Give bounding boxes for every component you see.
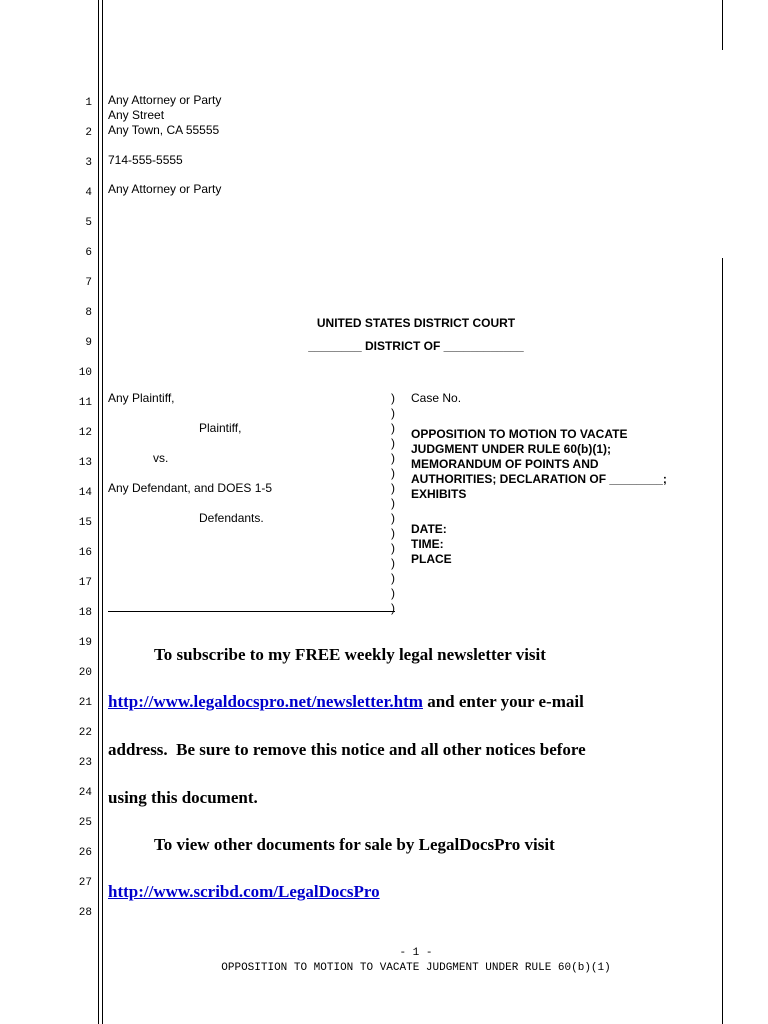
line-number: 7 — [85, 277, 92, 289]
court-name: UNITED STATES DISTRICT COURT — [316, 316, 516, 330]
notice-line-using: using this document. — [108, 788, 258, 807]
line-number: 6 — [85, 247, 92, 259]
scribd-link[interactable]: http://www.scribd.com/LegalDocsPro — [108, 882, 380, 901]
line-number: 25 — [78, 817, 92, 829]
line-number: 14 — [78, 487, 92, 499]
line-number: 11 — [78, 397, 92, 409]
defendant-role: Defendants. — [199, 511, 264, 525]
page-number: - 1 - — [399, 947, 433, 959]
document-title-line: MEMORANDUM OF POINTS AND — [411, 457, 599, 471]
line-number: 18 — [78, 607, 92, 619]
court-district: ________ DISTRICT OF ____________ — [308, 339, 524, 353]
case-number-label: Case No. — [411, 391, 462, 405]
notice-line-other-docs: To view other documents for sale by LegalDocsPro visit — [154, 835, 555, 854]
line-number: 1 — [85, 97, 92, 109]
margin-rule-right — [722, 258, 723, 1024]
notice-line-scribd — [108, 882, 380, 902]
attorney-name: Any Attorney or Party — [108, 93, 222, 107]
line-number: 10 — [78, 367, 92, 379]
hearing-date-label: DATE: — [411, 522, 447, 536]
document-title-line: OPPOSITION TO MOTION TO VACATE — [411, 427, 628, 441]
attorney-street: Any Street — [108, 108, 165, 122]
line-number: 19 — [78, 637, 92, 649]
line-number: 17 — [78, 577, 92, 589]
attorney-city: Any Town, CA 55555 — [108, 123, 220, 137]
line-number: 2 — [85, 127, 92, 139]
margin-rule-left-outer — [98, 0, 99, 1024]
line-number: 16 — [78, 547, 92, 559]
footer-title: OPPOSITION TO MOTION TO VACATE JUDGMENT UNDER RULE 60(b)(1) — [221, 962, 611, 974]
line-number: 5 — [85, 217, 92, 229]
notice-line-link — [108, 692, 584, 712]
line-number: 9 — [85, 337, 92, 349]
line-number: 20 — [78, 667, 92, 679]
margin-rule-right-top — [722, 0, 723, 50]
notice-line-remove: address. Be sure to remove this notice and all other notices before — [108, 740, 586, 759]
line-number: 22 — [78, 727, 92, 739]
attorney-phone: 714-555-5555 — [108, 153, 183, 167]
line-number: 21 — [78, 697, 92, 709]
document-title-line: EXHIBITS — [411, 487, 467, 501]
notice-line-subscribe: To subscribe to my FREE weekly legal newsletter visit — [154, 645, 546, 664]
line-number: 13 — [78, 457, 92, 469]
attorney-for: Any Attorney or Party — [108, 182, 222, 196]
line-number: 15 — [78, 517, 92, 529]
document-title-line: AUTHORITIES; DECLARATION OF ________; — [411, 472, 667, 486]
line-number: 23 — [78, 757, 92, 769]
line-number: 26 — [78, 847, 92, 859]
line-number: 24 — [78, 787, 92, 799]
line-number: 28 — [78, 907, 92, 919]
caption-underline — [108, 611, 395, 612]
defendant-name: Any Defendant, and DOES 1-5 — [108, 481, 273, 495]
notice-line-email: and enter your e-mail — [422, 692, 584, 711]
line-number: 4 — [85, 187, 92, 199]
versus: vs. — [153, 451, 169, 465]
plaintiff-role: Plaintiff, — [199, 421, 242, 435]
margin-rule-left-inner — [102, 0, 103, 1024]
line-number: 12 — [78, 427, 92, 439]
document-title-line: JUDGMENT UNDER RULE 60(b)(1); — [411, 442, 612, 456]
newsletter-link[interactable]: http://www.legaldocspro.net/newsletter.htm — [108, 692, 423, 711]
line-number: 3 — [85, 157, 92, 169]
line-number: 8 — [85, 307, 92, 319]
plaintiff-name: Any Plaintiff, — [108, 391, 175, 405]
line-number: 27 — [78, 877, 92, 889]
hearing-time-label: TIME: — [411, 537, 444, 551]
hearing-place-label: PLACE — [411, 552, 452, 566]
